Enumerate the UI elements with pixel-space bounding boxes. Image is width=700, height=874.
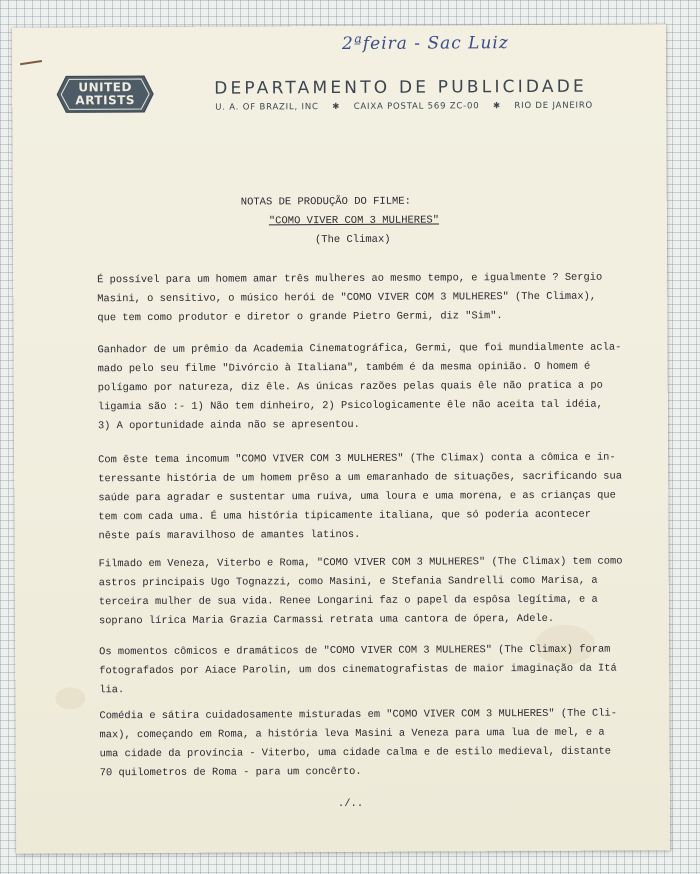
text-line: saúde para agradar e sustentar uma ruiva, uma loura e uma morena, e as crianças que: [98, 489, 616, 505]
heading-original-title: (The Climax): [314, 233, 391, 247]
text-line: Comédia e sátira cuidadosamente misturadas em "COMO VIVER COM 3 MULHERES" (The Cli-: [99, 707, 618, 723]
text-line: Ganhador de um prêmio da Academia Cinematográfica, Germi, que foi mundialmente acla-: [97, 341, 622, 357]
separator-star: ✱: [492, 101, 501, 112]
logo-text-artists: ARTISTS: [75, 93, 136, 108]
text-line: Filmado em Veneza, Viterbo e Roma, "COMO VIVER COM 3 MULHERES" (The Climax) tem como: [98, 555, 623, 571]
text-line: 70 quilometros de Roma - para um concêrto.: [99, 765, 362, 780]
company-name: U. A. OF BRAZIL, INC: [215, 102, 319, 113]
continuation-mark: ./..: [337, 797, 364, 811]
text-line: É possível para um homem amar três mulheres ao mesmo tempo, e igualmente ? Sergio: [97, 271, 603, 287]
paragraph-6: [99, 704, 629, 783]
text-line: uma cidade da província - Viterbo, uma cidade calma e de estilo medieval, distante: [99, 745, 611, 761]
paragraph-4: [99, 552, 629, 631]
text-line: que tem como produtor e diretor o grande Pietro Germi, diz "Sim".: [97, 310, 503, 325]
document-sheet: [12, 24, 670, 853]
pencil-mark: [20, 60, 42, 65]
heading-line-1: NOTAS DE PRODUÇÃO DO FILME:: [240, 195, 411, 209]
text-line: astros principais Ugo Tognazzi, como Masini, e Stefania Sandrelli como Marisa, a: [98, 574, 598, 590]
text-line: nêste país maravilhoso de amantes latinos.: [98, 528, 361, 543]
text-line: Masini, o sensitivo, o músico herói de "COMO VIVER COM 3 MULHERES" (The Climax),: [97, 290, 597, 306]
united-artists-logo: [56, 73, 154, 116]
paragraph-5: [99, 640, 629, 700]
text-line: max), começando em Roma, a história leva Masini a Veneza para uma lua de mel, e a: [99, 726, 605, 742]
department-title: DEPARTAMENTO DE PUBLICIDADE: [214, 76, 588, 99]
text-line: ligamia são :- 1) Não tem dinheiro, 2) Psicologicamente êle não aceita tal idéia,: [97, 398, 603, 414]
letterhead-subline: [215, 101, 593, 113]
logo-text-united: UNITED: [78, 80, 132, 95]
heading-film-title: "COMO VIVER COM 3 MULHERES": [268, 214, 440, 228]
text-line: 3) A oportunidade ainda não se apresentou.: [97, 418, 360, 433]
text-line: teressante história de um homem prêso a um emaranhado de situações, sacrificando sua: [98, 470, 623, 486]
text-line: Os momentos cômicos e dramáticos de "COMO VIVER COM 3 MULHERES" (The Climax) foram: [99, 643, 611, 659]
paragraph-2: [97, 338, 627, 436]
text-line: fotografados por Aiace Parolin, um dos cinematografistas de maior imaginação da Itá: [99, 662, 617, 678]
text-line: Com êste tema incomum "COMO VIVER COM 3 MULHERES" (The Climax) conta a cômica e in-: [98, 451, 616, 467]
text-line: soprano lírica Maria Grazia Carmassi retrata uma cantora de ópera, Adele.: [98, 612, 555, 628]
paragraph-1: [97, 268, 627, 328]
handwritten-note: 2ªfeira - Sac Luiz: [341, 33, 509, 54]
text-line: polígamo por natureza, diz êle. As únicas razões pelas quais êle não pratica a po: [97, 379, 603, 395]
text-line: lia.: [99, 684, 125, 697]
paper-stain: [55, 687, 85, 709]
city-name: RIO DE JANEIRO: [514, 100, 594, 112]
text-line: tem com cada uma. É uma história tipicamente italiana, que só poderia acontecer: [98, 508, 592, 524]
separator-star: ✱: [332, 101, 341, 113]
text-line: terceira mulher de sua vida. Renee Longarini faz o papel da espôsa legítima, e a: [98, 593, 598, 609]
paragraph-3: [98, 448, 628, 546]
postal-address: CAIXA POSTAL 569 ZC-00: [353, 101, 480, 112]
text-line: mado pelo seu filme "Divórcio à Italiana", também é da mesma opinião. O homem é: [97, 360, 591, 376]
